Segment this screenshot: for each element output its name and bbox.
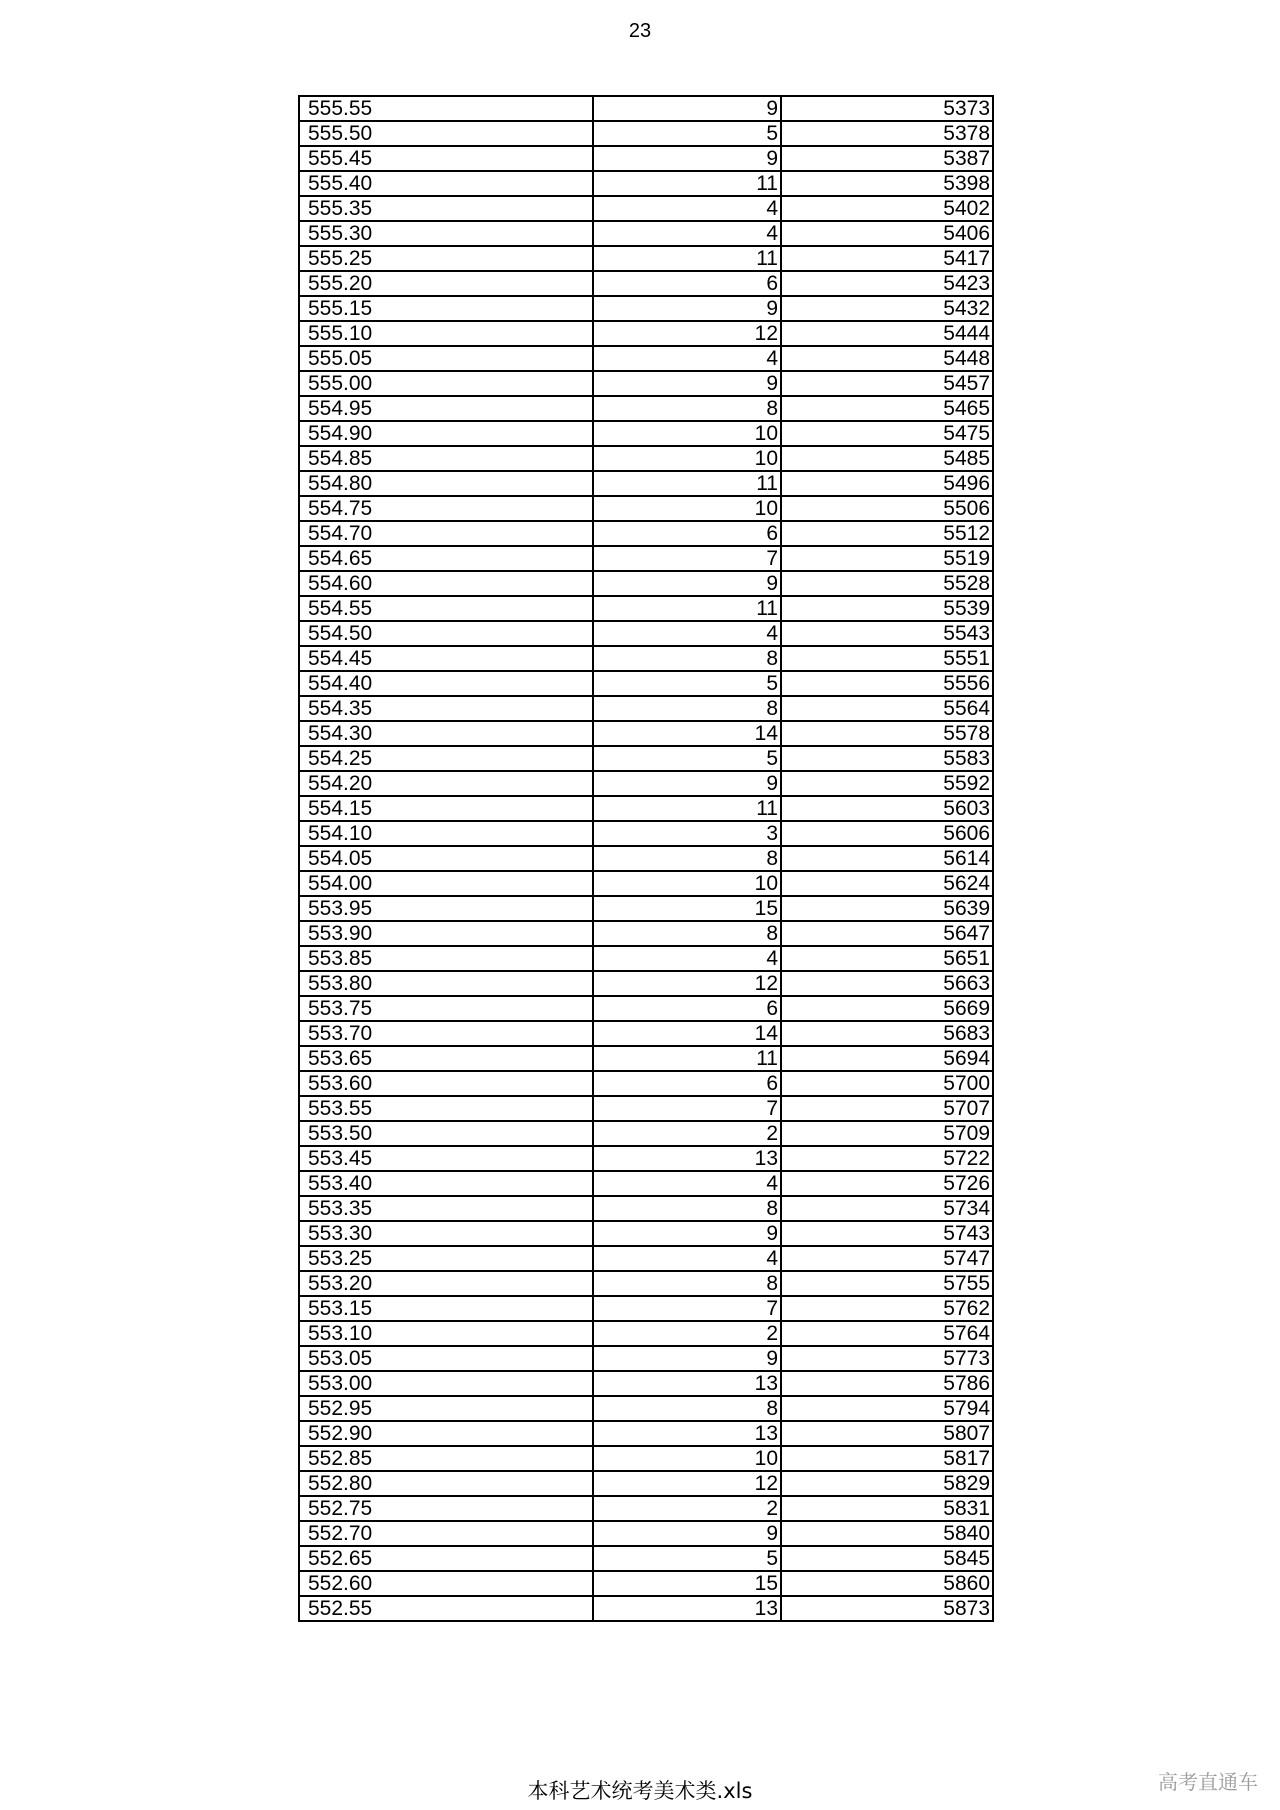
cumulative-cell: 5860 <box>781 1571 993 1596</box>
table-row <box>299 696 993 721</box>
cumulative-cell: 5807 <box>781 1421 993 1446</box>
count-cell: 5 <box>593 746 781 771</box>
cumulative-cell: 5398 <box>781 171 993 196</box>
count-cell: 12 <box>593 321 781 346</box>
table-row <box>299 621 993 646</box>
score-cell: 555.40 <box>299 171 593 196</box>
count-cell: 11 <box>593 1046 781 1071</box>
table-row <box>299 1296 993 1321</box>
cumulative-cell: 5734 <box>781 1196 993 1221</box>
count-cell: 8 <box>593 646 781 671</box>
count-cell: 7 <box>593 1296 781 1321</box>
table-row <box>299 1521 993 1546</box>
cumulative-cell: 5543 <box>781 621 993 646</box>
table-row <box>299 1121 993 1146</box>
table-row <box>299 771 993 796</box>
score-cell: 554.90 <box>299 421 593 446</box>
count-cell: 8 <box>593 396 781 421</box>
table-row <box>299 1171 993 1196</box>
count-cell: 8 <box>593 1271 781 1296</box>
table-row <box>299 321 993 346</box>
table-row <box>299 596 993 621</box>
cumulative-cell: 5694 <box>781 1046 993 1071</box>
table-row <box>299 96 993 121</box>
score-cell: 552.70 <box>299 1521 593 1546</box>
cumulative-cell: 5378 <box>781 121 993 146</box>
count-cell: 2 <box>593 1496 781 1521</box>
count-cell: 9 <box>593 571 781 596</box>
table-row <box>299 796 993 821</box>
cumulative-cell: 5512 <box>781 521 993 546</box>
score-cell: 554.35 <box>299 696 593 721</box>
count-cell: 7 <box>593 546 781 571</box>
cumulative-cell: 5639 <box>781 896 993 921</box>
score-cell: 554.45 <box>299 646 593 671</box>
table-row <box>299 1246 993 1271</box>
score-cell: 552.55 <box>299 1596 593 1621</box>
cumulative-cell: 5817 <box>781 1446 993 1471</box>
cumulative-cell: 5764 <box>781 1321 993 1346</box>
count-cell: 8 <box>593 1396 781 1421</box>
table-row <box>299 1321 993 1346</box>
score-cell: 552.80 <box>299 1471 593 1496</box>
count-cell: 2 <box>593 1321 781 1346</box>
cumulative-cell: 5465 <box>781 396 993 421</box>
cumulative-cell: 5669 <box>781 996 993 1021</box>
score-cell: 555.10 <box>299 321 593 346</box>
count-cell: 8 <box>593 696 781 721</box>
table-row <box>299 271 993 296</box>
count-cell: 4 <box>593 1171 781 1196</box>
score-cell: 553.70 <box>299 1021 593 1046</box>
count-cell: 4 <box>593 621 781 646</box>
score-cell: 553.05 <box>299 1346 593 1371</box>
table-row <box>299 896 993 921</box>
score-cell: 553.40 <box>299 1171 593 1196</box>
count-cell: 13 <box>593 1371 781 1396</box>
count-cell: 6 <box>593 1071 781 1096</box>
cumulative-cell: 5506 <box>781 496 993 521</box>
count-cell: 5 <box>593 671 781 696</box>
table-row <box>299 446 993 471</box>
score-cell: 552.90 <box>299 1421 593 1446</box>
cumulative-cell: 5528 <box>781 571 993 596</box>
table-row <box>299 1021 993 1046</box>
table-row <box>299 871 993 896</box>
count-cell: 9 <box>593 1221 781 1246</box>
count-cell: 14 <box>593 1021 781 1046</box>
count-cell: 12 <box>593 1471 781 1496</box>
count-cell: 9 <box>593 146 781 171</box>
score-cell: 553.90 <box>299 921 593 946</box>
count-cell: 5 <box>593 1546 781 1571</box>
cumulative-cell: 5475 <box>781 421 993 446</box>
cumulative-cell: 5762 <box>781 1296 993 1321</box>
score-cell: 554.65 <box>299 546 593 571</box>
cumulative-cell: 5373 <box>781 96 993 121</box>
count-cell: 4 <box>593 196 781 221</box>
table-row <box>299 571 993 596</box>
score-cell: 554.85 <box>299 446 593 471</box>
cumulative-cell: 5700 <box>781 1071 993 1096</box>
score-cell: 555.50 <box>299 121 593 146</box>
cumulative-cell: 5755 <box>781 1271 993 1296</box>
cumulative-cell: 5564 <box>781 696 993 721</box>
score-cell: 553.10 <box>299 1321 593 1346</box>
count-cell: 5 <box>593 121 781 146</box>
table-row <box>299 1096 993 1121</box>
cumulative-cell: 5496 <box>781 471 993 496</box>
table-row <box>299 646 993 671</box>
table-row <box>299 246 993 271</box>
score-cell: 553.55 <box>299 1096 593 1121</box>
table-row <box>299 1546 993 1571</box>
score-cell: 554.70 <box>299 521 593 546</box>
cumulative-cell: 5831 <box>781 1496 993 1521</box>
score-cell: 554.20 <box>299 771 593 796</box>
count-cell: 8 <box>593 1196 781 1221</box>
score-cell: 554.00 <box>299 871 593 896</box>
cumulative-cell: 5663 <box>781 971 993 996</box>
score-cell: 555.35 <box>299 196 593 221</box>
cumulative-cell: 5845 <box>781 1546 993 1571</box>
count-cell: 11 <box>593 471 781 496</box>
table-row <box>299 146 993 171</box>
table-row <box>299 721 993 746</box>
cumulative-cell: 5539 <box>781 596 993 621</box>
count-cell: 9 <box>593 96 781 121</box>
table-row <box>299 946 993 971</box>
count-cell: 10 <box>593 446 781 471</box>
count-cell: 4 <box>593 221 781 246</box>
cumulative-cell: 5786 <box>781 1371 993 1396</box>
score-cell: 553.00 <box>299 1371 593 1396</box>
count-cell: 11 <box>593 171 781 196</box>
score-cell: 553.20 <box>299 1271 593 1296</box>
table-row <box>299 521 993 546</box>
score-cell: 553.65 <box>299 1046 593 1071</box>
cumulative-cell: 5417 <box>781 246 993 271</box>
count-cell: 10 <box>593 496 781 521</box>
score-cell: 554.05 <box>299 846 593 871</box>
count-cell: 14 <box>593 721 781 746</box>
count-cell: 7 <box>593 1096 781 1121</box>
count-cell: 8 <box>593 846 781 871</box>
score-cell: 553.85 <box>299 946 593 971</box>
score-cell: 553.35 <box>299 1196 593 1221</box>
score-cell: 552.85 <box>299 1446 593 1471</box>
count-cell: 6 <box>593 521 781 546</box>
count-cell: 15 <box>593 896 781 921</box>
table-row <box>299 1571 993 1596</box>
score-cell: 554.55 <box>299 596 593 621</box>
cumulative-cell: 5592 <box>781 771 993 796</box>
cumulative-cell: 5432 <box>781 296 993 321</box>
count-cell: 9 <box>593 1346 781 1371</box>
cumulative-cell: 5651 <box>781 946 993 971</box>
count-cell: 9 <box>593 1521 781 1546</box>
score-cell: 553.50 <box>299 1121 593 1146</box>
cumulative-cell: 5402 <box>781 196 993 221</box>
table-row <box>299 1496 993 1521</box>
count-cell: 9 <box>593 371 781 396</box>
table-row <box>299 421 993 446</box>
count-cell: 15 <box>593 1571 781 1596</box>
score-cell: 554.60 <box>299 571 593 596</box>
score-cell: 553.95 <box>299 896 593 921</box>
table-row <box>299 1221 993 1246</box>
cumulative-cell: 5743 <box>781 1221 993 1246</box>
count-cell: 3 <box>593 821 781 846</box>
table-row <box>299 821 993 846</box>
table-row <box>299 221 993 246</box>
cumulative-cell: 5556 <box>781 671 993 696</box>
table-row <box>299 1271 993 1296</box>
table-row <box>299 996 993 1021</box>
table-row <box>299 1421 993 1446</box>
table-row <box>299 1596 993 1621</box>
table-row <box>299 1371 993 1396</box>
cumulative-cell: 5606 <box>781 821 993 846</box>
score-cell: 553.45 <box>299 1146 593 1171</box>
cumulative-cell: 5773 <box>781 1346 993 1371</box>
score-cell: 553.30 <box>299 1221 593 1246</box>
cumulative-cell: 5444 <box>781 321 993 346</box>
table-row <box>299 671 993 696</box>
table-row <box>299 546 993 571</box>
cumulative-cell: 5829 <box>781 1471 993 1496</box>
score-cell: 555.45 <box>299 146 593 171</box>
cumulative-cell: 5873 <box>781 1596 993 1621</box>
cumulative-cell: 5707 <box>781 1096 993 1121</box>
score-cell: 555.25 <box>299 246 593 271</box>
score-cell: 555.05 <box>299 346 593 371</box>
cumulative-cell: 5747 <box>781 1246 993 1271</box>
score-cell: 554.95 <box>299 396 593 421</box>
score-table-body <box>299 96 993 1621</box>
count-cell: 11 <box>593 796 781 821</box>
watermark-logo-text: 高考直通车 <box>1158 1770 1258 1794</box>
score-cell: 555.15 <box>299 296 593 321</box>
score-cell: 554.75 <box>299 496 593 521</box>
table-row <box>299 921 993 946</box>
table-row <box>299 296 993 321</box>
cumulative-cell: 5551 <box>781 646 993 671</box>
footer-filename: 本科艺术统考美术类.xls <box>527 1779 753 1803</box>
cumulative-cell: 5387 <box>781 146 993 171</box>
cumulative-cell: 5647 <box>781 921 993 946</box>
score-cell: 553.80 <box>299 971 593 996</box>
table-row <box>299 971 993 996</box>
score-cell: 554.15 <box>299 796 593 821</box>
score-cell: 555.30 <box>299 221 593 246</box>
table-row <box>299 1196 993 1221</box>
score-cell: 553.15 <box>299 1296 593 1321</box>
table-row <box>299 396 993 421</box>
score-cell: 553.75 <box>299 996 593 1021</box>
score-cell: 554.40 <box>299 671 593 696</box>
score-cell: 555.20 <box>299 271 593 296</box>
count-cell: 13 <box>593 1146 781 1171</box>
table-row <box>299 471 993 496</box>
cumulative-cell: 5578 <box>781 721 993 746</box>
count-cell: 4 <box>593 346 781 371</box>
table-row <box>299 746 993 771</box>
score-cell: 552.75 <box>299 1496 593 1521</box>
score-cell: 555.55 <box>299 96 593 121</box>
cumulative-cell: 5406 <box>781 221 993 246</box>
cumulative-cell: 5448 <box>781 346 993 371</box>
count-cell: 2 <box>593 1121 781 1146</box>
table-row <box>299 1446 993 1471</box>
cumulative-cell: 5726 <box>781 1171 993 1196</box>
cumulative-cell: 5624 <box>781 871 993 896</box>
table-row <box>299 1396 993 1421</box>
table-row <box>299 1071 993 1096</box>
count-cell: 6 <box>593 271 781 296</box>
table-row <box>299 171 993 196</box>
cumulative-cell: 5457 <box>781 371 993 396</box>
table-row <box>299 1146 993 1171</box>
count-cell: 4 <box>593 1246 781 1271</box>
score-cell: 552.95 <box>299 1396 593 1421</box>
count-cell: 10 <box>593 871 781 896</box>
cumulative-cell: 5603 <box>781 796 993 821</box>
count-cell: 8 <box>593 921 781 946</box>
score-cell: 552.65 <box>299 1546 593 1571</box>
score-cell: 554.50 <box>299 621 593 646</box>
count-cell: 11 <box>593 596 781 621</box>
score-cell: 555.00 <box>299 371 593 396</box>
score-cell: 554.30 <box>299 721 593 746</box>
count-cell: 10 <box>593 1446 781 1471</box>
cumulative-cell: 5519 <box>781 546 993 571</box>
cumulative-cell: 5683 <box>781 1021 993 1046</box>
score-cell: 554.25 <box>299 746 593 771</box>
count-cell: 10 <box>593 421 781 446</box>
score-cell: 552.60 <box>299 1571 593 1596</box>
score-cell: 553.60 <box>299 1071 593 1096</box>
count-cell: 9 <box>593 771 781 796</box>
cumulative-cell: 5840 <box>781 1521 993 1546</box>
cumulative-cell: 5709 <box>781 1121 993 1146</box>
table-row <box>299 371 993 396</box>
count-cell: 4 <box>593 946 781 971</box>
count-cell: 9 <box>593 296 781 321</box>
table-row <box>299 346 993 371</box>
table-row <box>299 1471 993 1496</box>
cumulative-cell: 5485 <box>781 446 993 471</box>
count-cell: 13 <box>593 1596 781 1621</box>
cumulative-cell: 5794 <box>781 1396 993 1421</box>
page-number: 23 <box>628 20 652 42</box>
table-row <box>299 846 993 871</box>
table-row <box>299 496 993 521</box>
table-row <box>299 1346 993 1371</box>
count-cell: 6 <box>593 996 781 1021</box>
cumulative-cell: 5583 <box>781 746 993 771</box>
cumulative-cell: 5423 <box>781 271 993 296</box>
table-row <box>299 121 993 146</box>
score-cell: 554.10 <box>299 821 593 846</box>
score-cell: 553.25 <box>299 1246 593 1271</box>
score-table <box>298 95 994 1622</box>
count-cell: 12 <box>593 971 781 996</box>
count-cell: 13 <box>593 1421 781 1446</box>
table-row <box>299 196 993 221</box>
cumulative-cell: 5722 <box>781 1146 993 1171</box>
count-cell: 11 <box>593 246 781 271</box>
table-row <box>299 1046 993 1071</box>
score-cell: 554.80 <box>299 471 593 496</box>
cumulative-cell: 5614 <box>781 846 993 871</box>
